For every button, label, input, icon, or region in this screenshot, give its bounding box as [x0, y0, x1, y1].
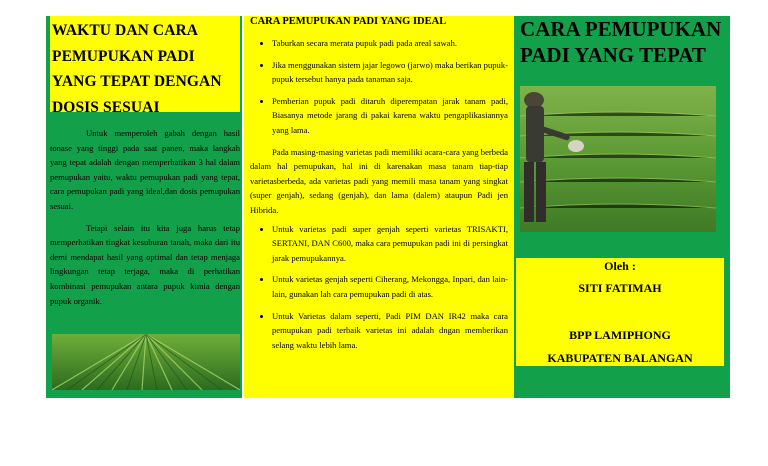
list-item: • Pemberian pupuk padi ditaruh diperempatan jarak tanam padi, Biasanya metode jarang di pakai karena waktu pengaplikasiannya yang lama. — [272, 94, 508, 138]
list-item: • Jika menggunakan sistem jajar legowo (jarwo) maka berikan pupuk-pupuk tersebut hanya pada tanaman saja. — [272, 58, 508, 87]
intro-paragraph: Untuk memperoleh gabah dengan hasil tonase yang tinggi pada saat panen, maka langkah yang tepat adalah dengan memperhatikan 3 hal dalam pemupukan yaitu, waktu pemupukan padi yang tepat, cara pemupukan padi yang ideal,dan dosis pemupukan sesuai. — [50, 128, 240, 211]
middle-panel — [244, 16, 514, 398]
method-list — [250, 36, 508, 138]
list-item: • Untuk Varietas dalam seperti, Padi PIM DAN IR42 maka cara pemupukan padi terbaik varietas ini adalah dngan memberikan selang waktu lebih lama. — [272, 309, 508, 353]
varieties-paragraph: Pada masing-masing varietas padi memiliki acara-cara yang berbeda dalam hal pemupukan, hal ini di karenakan masa tanam tiap-tiap varietasberbeda, ada varietas padi yang memili masa tanam yang singkat (super genjah), sedang (genjah), dan lama (dalem) ataupun Padi jen Hibrida. — [250, 146, 508, 215]
author-name: SITI FATIMAH — [578, 281, 662, 295]
cover-panel — [514, 16, 730, 398]
author-box — [516, 258, 724, 366]
soil-paragraph: Tetapi selain itu kita juga harus tetap memperhatikan tingkat kesuburan tanah, maka dari itu demi mendapat hasil yang optimal dan tetap menjaga lingkungan tetap terjaga, maka di perhatikan kombinasi pemupukan antara pupuk kimia dengan pupuk organik. — [50, 222, 240, 306]
rice-field-photo — [52, 334, 240, 390]
left-panel-body — [50, 126, 240, 315]
farmer-fertilizing-photo — [520, 86, 716, 232]
variety-list — [250, 222, 508, 353]
region: KABUPATEN BALANGAN — [547, 351, 693, 365]
left-panel — [46, 16, 242, 398]
middle-panel-title: CARA PEMUPUKAN PADI YANG IDEAL — [250, 16, 447, 27]
organization: BPP LAMIPHONG — [569, 328, 671, 342]
middle-panel-body — [250, 36, 508, 359]
left-panel-title: WAKTU DAN CARA PEMUPUKAN PADI YANG TEPAT DENGAN DOSIS SESUAI — [50, 16, 240, 112]
list-item: • Taburkan secara merata pupuk padi pada areal sawah. — [272, 36, 508, 51]
brochure — [46, 16, 730, 398]
cover-title: CARA PEMUPUKAN PADI YANG TEPAT — [520, 17, 722, 67]
list-item: • Untuk varietas padi super genjah seperti varietas TRISAKTI, SERTANI, DAN C600, maka cara pemupukan padi ini di persingkat jarak pemupukannya. — [272, 222, 508, 266]
oleh-label: Oleh : — [604, 259, 636, 273]
list-item: • Untuk varietas genjah seperti Ciherang, Mekongga, Inpari, dan lain-lain, gunakan lah cara pemupukan padi di atas. — [272, 272, 508, 301]
